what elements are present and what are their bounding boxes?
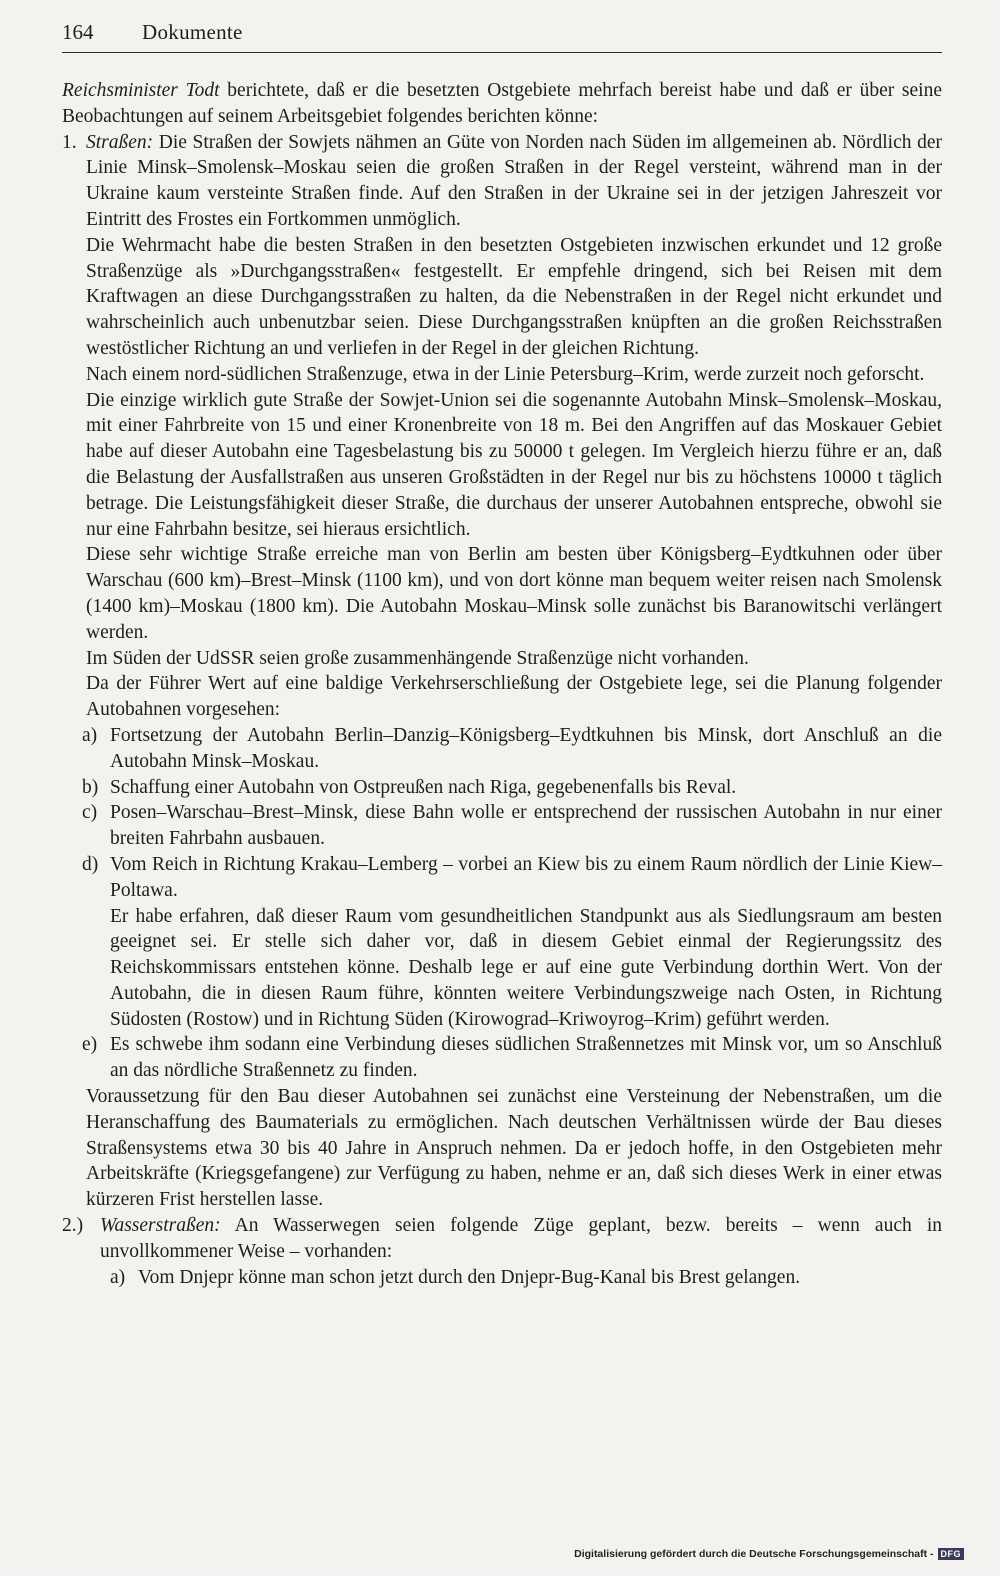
page-number: 164: [62, 20, 94, 44]
section-title: Straßen:: [86, 131, 154, 153]
digitization-footer: [574, 1548, 964, 1560]
paragraph: Da der Führer Wert auf eine baldige Verkehrserschließung der Ostgebiete lege, sei die Planung folgender Autobahnen vorgesehen:: [86, 673, 942, 721]
list-item: b) Schaffung einer Autobahn von Ostpreußen nach Riga, gegebenenfalls bis Reval.: [82, 776, 737, 798]
paragraph: Die einzige wirklich gute Straße der Sowjet-Union sei die sogenannte Autobahn Minsk–Smolensk–Moskau, mit einer Fahrbreite von 15 und einer Kronenbreite von 18 m. Bei den Angriffen auf das Moskauer Gebiet habe auf dieser Autobahn eine Tagesbelastung bis zu 50000 t gelegen. Im Vergleich hierzu führe er an, daß die Belastung der Ausfallstraßen aus unseren Großstädten in der Regel nur bis zu höchstens 10000 t täglich betrage. Die Leistungsfähigkeit dieser Straße, die durchaus der unserer Autobahnen entspreche, obwohl sie nur eine Fahrbahn besitze, sei hieraus ersichtlich.: [86, 389, 942, 540]
paragraph: Die Wehrmacht habe die besten Straßen in den besetzten Ostgebieten inzwischen erkundet und 12 große Straßenzüge als »Durchgangsstraßen« festgestellt. Er empfehle dringend, sich bei Reisen mit dem Kraftwagen an diese Durchgangsstraßen zu halten, da die Nebenstraßen in der Regel nicht erkundet und wahrscheinlich auch unbenutzbar seien. Diese Durchgangsstraßen knüpften an die großen Reichsstraßen westöstlicher Richtung an und verliefen in der Regel in der gleichen Richtung.: [86, 234, 942, 359]
list-item: a) Vom Dnjepr könne man schon jetzt durch den Dnjepr-Bug-Kanal bis Brest gelangen.: [110, 1266, 801, 1288]
section-title: Wasserstraßen:: [100, 1215, 221, 1237]
document-body: [62, 78, 942, 1290]
section-number: 1.: [62, 131, 77, 153]
running-head: Dokumente: [142, 20, 243, 44]
list-item-continuation: Er habe erfahren, daß dieser Raum vom gesundheitlichen Standpunkt aus als Siedlungsraum am besten geeignet sei. Er stelle sich daher vor, daß in diesem Gebiet einmal der Regierungssitz des Reichskommissars entstehen könne. Deshalb lege er auf eine gute Verbindung dorthin Wert. Von der Autobahn, die in diesen Raum führe, könnten weitere Verbindungszweige nach Osten, in Richtung Südosten (Rostow) und in Richtung Süden (Kirowograd–Kriwoyrog–Krim) geführt werden.: [110, 905, 942, 1030]
section-1: 1. Straßen: Die Straßen der Sowjets nähmen an Güte von Norden nach Süden im allgemeinen ab. Nördlich der Linie Minsk–Smolensk–Moskau seien die großen Straßen in der Regel versteint, während man in der Ukraine kaum versteinte Straßen finde. Auf den Straßen in der Ukraine sei in der jetzigen Jahreszeit vor Eintritt des Frostes ein Fortkommen unmöglich.: [62, 130, 942, 233]
list-item: d) Vom Reich in Richtung Krakau–Lemberg – vorbei an Kiew bis zu einem Raum nördlich der Linie Kiew–Poltawa.: [82, 853, 942, 901]
dfg-logo: DFG: [938, 1548, 965, 1560]
footer-text: Digitalisierung gefördert durch die Deutsche Forschungsgemeinschaft -: [574, 1548, 934, 1560]
paragraph: Im Süden der UdSSR seien große zusammenhängende Straßenzüge nicht vorhanden.: [86, 647, 749, 669]
list-item: a) Fortsetzung der Autobahn Berlin–Danzig–Königsberg–Eydtkuhnen bis Minsk, dort Anschluß an die Autobahn Minsk–Moskau.: [82, 724, 942, 772]
list-item: e) Es schwebe ihm sodann eine Verbindung dieses südlichen Straßennetzes mit Minsk vor, um so Anschluß an das nördliche Straßennetz zu finden.: [82, 1034, 942, 1082]
paragraph: Nach einem nord-südlichen Straßenzuge, etwa in der Linie Petersburg–Krim, werde zurzeit noch geforscht.: [86, 363, 925, 385]
page-header: [62, 18, 942, 53]
intro-paragraph: Reichsminister Todt berichtete, daß er die besetzten Ostgebiete mehrfach bereist habe und daß er über seine Beobachtungen auf seinem Arbeitsgebiet folgendes berichten könne:: [62, 80, 942, 127]
paragraph: Voraussetzung für den Bau dieser Autobahnen sei zunächst eine Versteinung der Nebenstraßen, um die Heranschaffung des Baumaterials zu ermöglichen. Nach deutschen Verhältnissen würde der Bau dieses Straßensystems etwa 30 bis 40 Jahre in Anspruch nehmen. Da er jedoch hoffe, in den Ostgebieten mehr Arbeitskräfte (Kriegsgefangene) zur Verfügung zu haben, nehme er an, daß sich dieses Werk in einer etwas kürzeren Frist herstellen lasse.: [86, 1086, 942, 1211]
paragraph: Diese sehr wichtige Straße erreiche man von Berlin am besten über Königsberg–Eydtkuhnen oder über Warschau (600 km)–Brest–Minsk (1100 km), und von dort könne man bequem weiter reisen nach Smolensk (1400 km)–Moskau (1800 km). Die Autobahn Moskau–Minsk solle zunächst bis Baranowitschi verlängert werden.: [86, 544, 942, 643]
list-item: c) Posen–Warschau–Brest–Minsk, diese Bahn wolle er entsprechend der russischen Autobahn in nur einer breiten Fahrbahn ausbauen.: [82, 802, 942, 850]
section-2: 2.) Wasserstraßen: An Wasserwegen seien folgende Züge geplant, bezw. bereits – wenn auch in unvollkommener Weise – vorhanden:: [62, 1213, 942, 1265]
speaker-name: Reichsminister Todt: [62, 80, 220, 101]
section-number: 2.): [62, 1215, 84, 1237]
